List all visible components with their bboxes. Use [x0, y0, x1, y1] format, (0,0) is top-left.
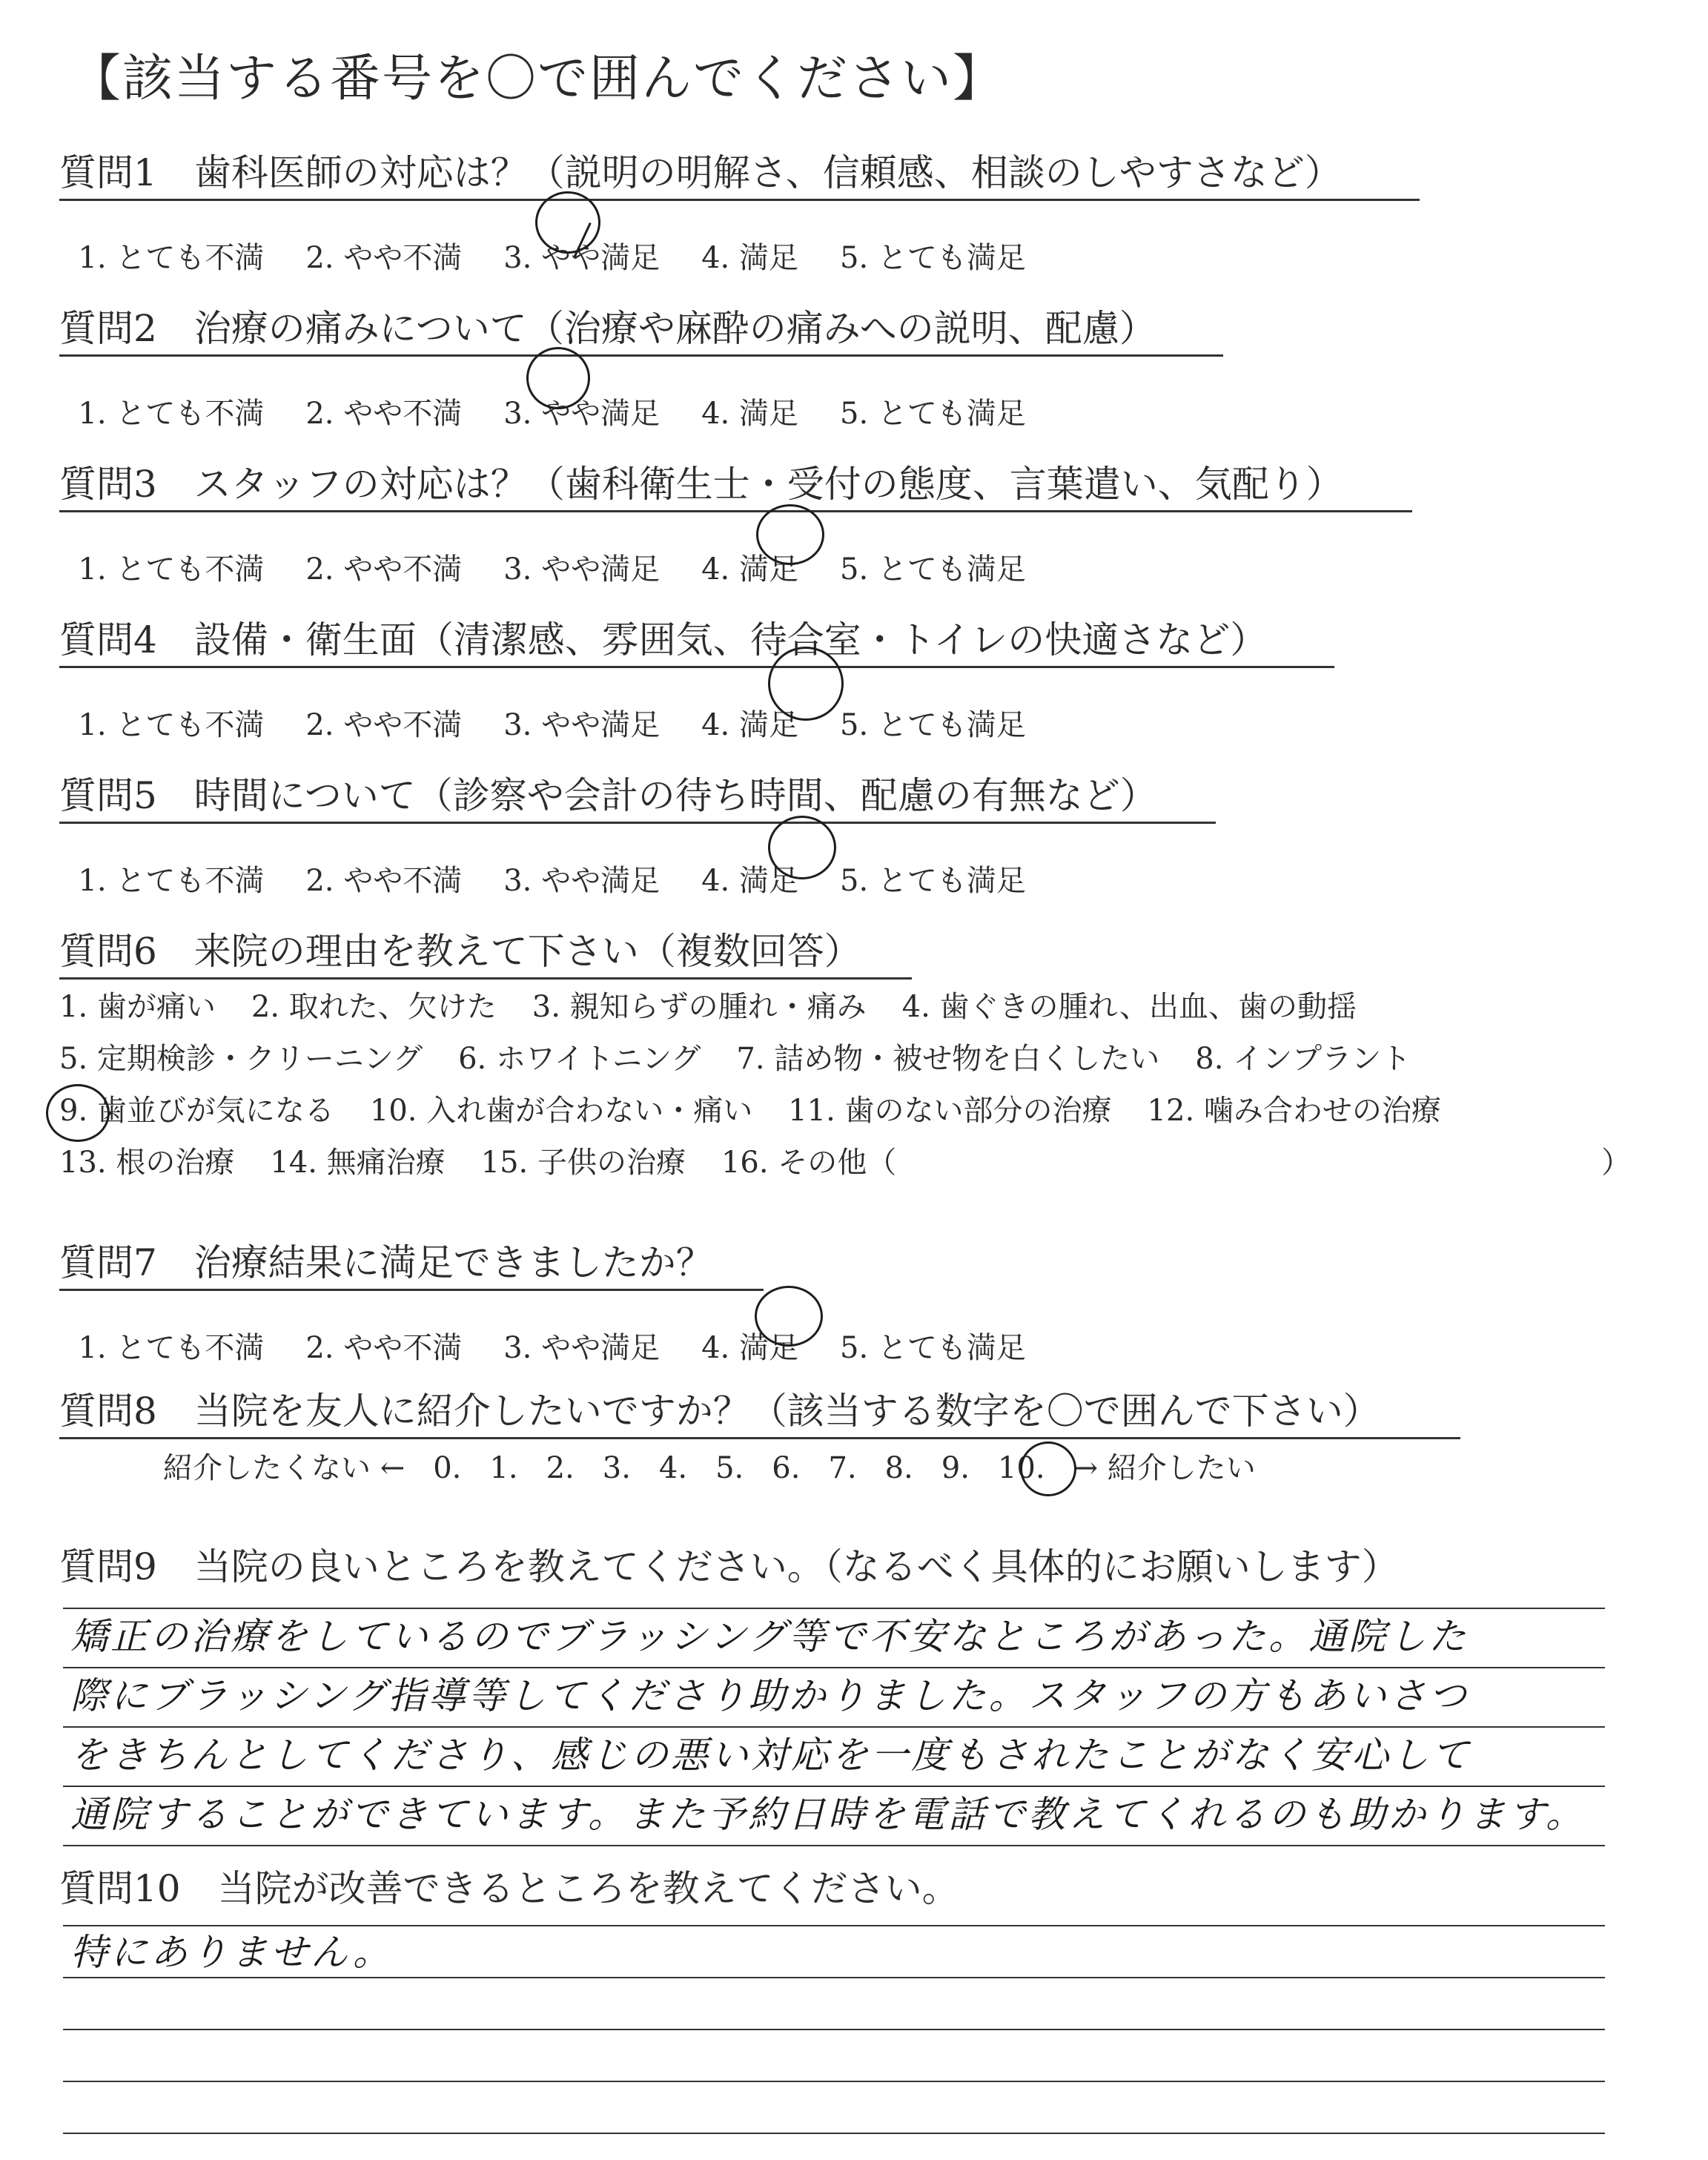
option-1[interactable]: 1. とても不満	[78, 708, 265, 742]
answer-line	[63, 1667, 1605, 1668]
scale-value[interactable]: 0.	[433, 1451, 462, 1485]
question-6-line-2	[59, 1044, 1446, 1074]
answer-line	[63, 1977, 1605, 1978]
option-2[interactable]: 2. やや不満	[305, 1331, 463, 1365]
scale-value[interactable]: 8.	[884, 1451, 913, 1485]
question-5-options	[59, 836, 1068, 896]
scale-value[interactable]: 6.	[772, 1451, 801, 1485]
option-2[interactable]: 2. やや不満	[305, 241, 463, 275]
question-7-underline	[59, 1289, 764, 1291]
q9-answer-line-3: をきちんとしてくださり、感じの悪い対応を一度もされたことがなく安心して	[70, 1734, 1472, 1777]
option-3[interactable]: 3. やや満足	[503, 864, 661, 898]
reason-option[interactable]: 10. 入れ歯が合わない・痛い	[369, 1094, 753, 1128]
question-9-heading: 質問9 当院の良いところを教えてください。（なるべく具体的にお願いします）	[59, 1545, 1399, 1588]
scale-value[interactable]: 5.	[715, 1451, 744, 1485]
question-6-heading: 質問6 来院の理由を教えて下さい（複数回答）	[59, 930, 861, 973]
answer-line	[63, 1786, 1605, 1787]
option-4[interactable]: 4. 満足	[701, 864, 798, 898]
option-1[interactable]: 1. とても不満	[78, 397, 265, 431]
question-3-underline	[59, 510, 1412, 512]
question-10-heading: 質問10 当院が改善できるところを教えてください。	[59, 1867, 959, 1910]
question-3-options	[59, 525, 1068, 587]
q9-answer-line-1: 矯正の治療をしているのでブラッシング等で不安なところがあった。通院した	[70, 1615, 1469, 1658]
scale-right-label: → 紹介したい	[1073, 1451, 1256, 1485]
question-6-line-4	[59, 1148, 932, 1178]
reason-option[interactable]: 14. 無痛治療	[270, 1146, 446, 1180]
answer-line	[63, 1726, 1605, 1728]
reason-option[interactable]: 3. 親知らずの腫れ・痛み	[532, 990, 867, 1024]
question-4-heading: 質問4 設備・衛生面（清潔感、雰囲気、待合室・トイレの快適さなど）	[59, 618, 1268, 661]
reason-option[interactable]: 13. 根の治療	[59, 1146, 235, 1180]
option-2[interactable]: 2. やや不満	[305, 864, 463, 898]
reason-option[interactable]: 12. 噛み合わせの治療	[1147, 1094, 1441, 1128]
option-5[interactable]: 5. とても満足	[840, 552, 1026, 587]
scale-value[interactable]: 3.	[602, 1451, 631, 1485]
question-7-heading: 質問7 治療結果に満足できましたか？	[59, 1241, 713, 1284]
option-5[interactable]: 5. とても満足	[840, 241, 1026, 275]
option-2[interactable]: 2. やや不満	[305, 708, 463, 742]
form-title: 【該当する番号を〇で囲んでください】	[70, 50, 1005, 108]
question-2-options	[59, 369, 1068, 429]
option-5[interactable]: 5. とても満足	[840, 1331, 1026, 1365]
answer-line	[63, 1608, 1605, 1609]
reason-option[interactable]: 5. 定期検診・クリーニング	[59, 1042, 423, 1076]
reason-option[interactable]: 6. ホワイトニング	[458, 1042, 701, 1076]
question-5-underline	[59, 822, 1216, 824]
answer-line	[63, 1925, 1605, 1926]
option-1[interactable]: 1. とても不満	[78, 241, 265, 275]
question-7-options	[59, 1304, 1068, 1363]
question-3-heading: 質問3 スタッフの対応は？（歯科衛生士・受付の態度、言葉遣い、気配り）	[59, 463, 1343, 506]
option-5[interactable]: 5. とても満足	[840, 864, 1026, 898]
question-4-options	[59, 681, 1068, 740]
other-close-paren: ）	[1601, 1146, 1631, 1180]
option-3[interactable]: 3. やや満足	[503, 397, 661, 431]
reason-option[interactable]: 1. 歯が痛い	[59, 990, 216, 1024]
question-5-heading: 質問5 時間について（診察や会計の待ち時間、配慮の有無など）	[59, 774, 1157, 817]
question-6-underline	[59, 977, 912, 980]
option-3[interactable]: 3. やや満足	[503, 241, 661, 275]
question-6-line-3	[59, 1096, 1477, 1126]
question-8-underline	[59, 1437, 1460, 1439]
option-4[interactable]: 4. 満足	[701, 552, 798, 587]
question-2-underline	[59, 354, 1223, 357]
reason-option[interactable]: 8. インプラント	[1195, 1042, 1411, 1076]
option-3[interactable]: 3. やや満足	[503, 1331, 661, 1365]
scale-value[interactable]: 10.	[997, 1451, 1045, 1485]
scale-value[interactable]: 4.	[658, 1451, 688, 1485]
option-3[interactable]: 3. やや満足	[503, 552, 661, 587]
option-5[interactable]: 5. とても満足	[840, 397, 1026, 431]
question-2-heading: 質問2 治療の痛みについて（治療や麻酔の痛みへの説明、配慮）	[59, 307, 1156, 350]
reason-option[interactable]: 2. 取れた、欠けた	[251, 990, 497, 1024]
question-8-heading: 質問8 当院を友人に紹介したいですか？（該当する数字を〇で囲んで下さい）	[59, 1390, 1380, 1433]
question-4-underline	[59, 666, 1334, 668]
answer-line	[63, 2133, 1605, 2134]
q9-answer-line-4: 通院することができています。また予約日時を電話で教えてくれるのも助かります。	[70, 1793, 1586, 1836]
reason-option[interactable]: 16. その他（	[721, 1146, 897, 1180]
scale-value[interactable]: 9.	[941, 1451, 970, 1485]
question-6-line-1	[59, 992, 1392, 1022]
recommend-scale	[163, 1453, 1284, 1483]
option-4[interactable]: 4. 満足	[701, 708, 798, 742]
reason-option[interactable]: 9. 歯並びが気になる	[59, 1094, 334, 1128]
option-2[interactable]: 2. やや不満	[305, 397, 463, 431]
option-5[interactable]: 5. とても満足	[840, 708, 1026, 742]
q9-answer-line-2: 際にブラッシング指導等してくださり助かりました。スタッフの方もあいさつ	[70, 1674, 1469, 1717]
reason-option[interactable]: 7. 詰め物・被せ物を白くしたい	[736, 1042, 1160, 1076]
question-1-heading: 質問1 歯科医師の対応は？（説明の明解さ、信頼感、相談のしやすさなど）	[59, 151, 1342, 194]
answer-line	[63, 2029, 1605, 2030]
answer-line	[63, 1845, 1605, 1846]
answer-line	[63, 2081, 1605, 2082]
option-2[interactable]: 2. やや不満	[305, 552, 463, 587]
option-4[interactable]: 4. 満足	[701, 241, 798, 275]
scale-value[interactable]: 1.	[489, 1451, 518, 1485]
q10-answer-line-1: 特にありません。	[70, 1931, 393, 1974]
reason-option[interactable]: 11. 歯のない部分の治療	[788, 1094, 1112, 1128]
option-4[interactable]: 4. 満足	[701, 1331, 798, 1365]
option-1[interactable]: 1. とても不満	[78, 1331, 265, 1365]
option-1[interactable]: 1. とても不満	[78, 552, 265, 587]
option-1[interactable]: 1. とても不満	[78, 864, 265, 898]
question-1-underline	[59, 199, 1420, 201]
option-3[interactable]: 3. やや満足	[503, 708, 661, 742]
scale-value[interactable]: 2.	[546, 1451, 575, 1485]
option-4[interactable]: 4. 満足	[701, 397, 798, 431]
scale-left-label: 紹介したくない ←	[163, 1451, 406, 1485]
question-1-options	[59, 214, 1068, 273]
reason-option[interactable]: 4. 歯ぐきの腫れ、出血、歯の動揺	[901, 990, 1357, 1024]
reason-option[interactable]: 15. 子供の治療	[480, 1146, 686, 1180]
scale-value[interactable]: 7.	[828, 1451, 857, 1485]
